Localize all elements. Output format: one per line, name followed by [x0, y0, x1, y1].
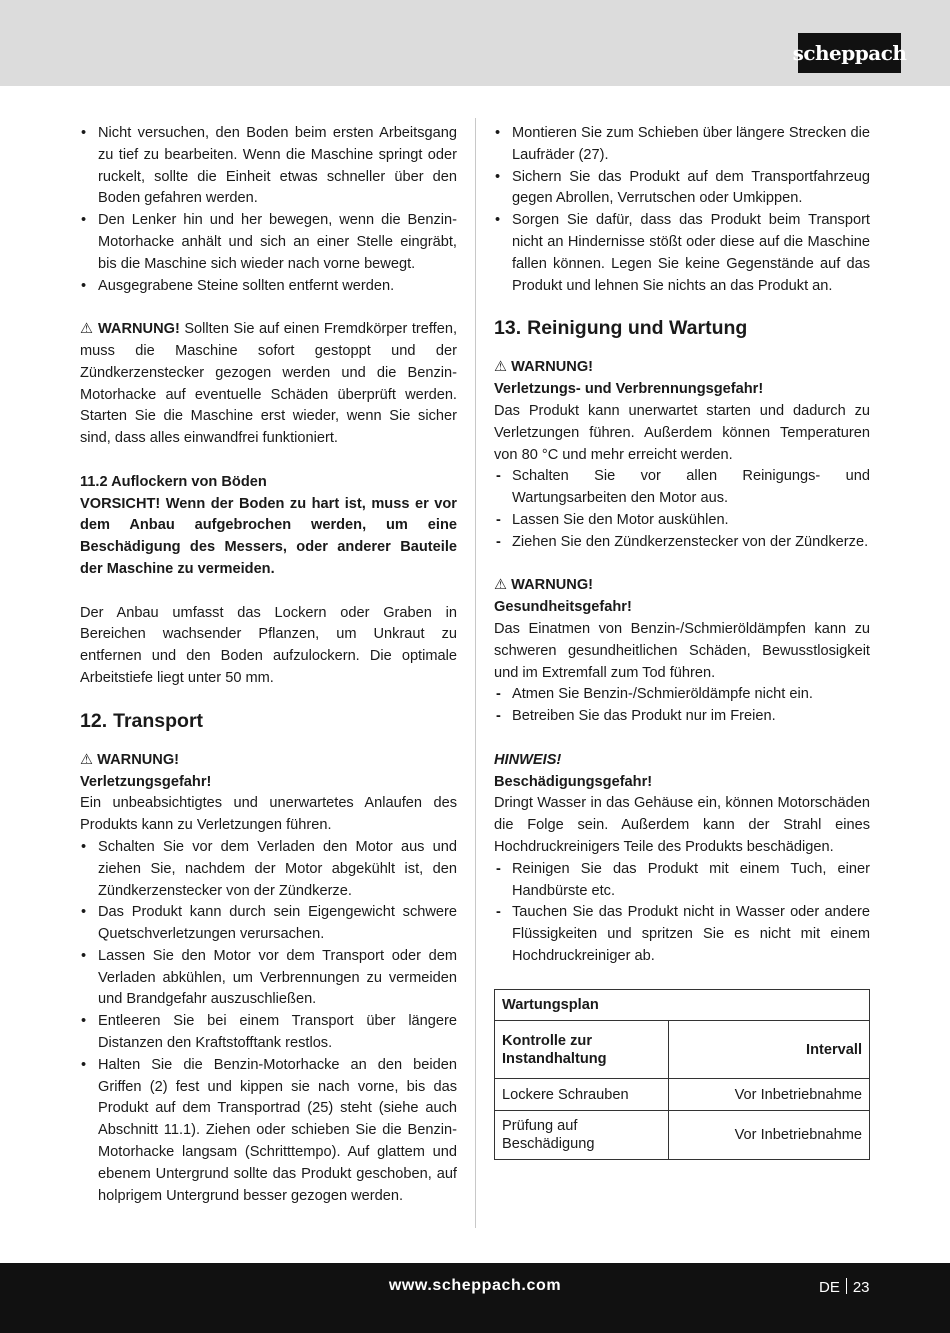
section-number: 12. [80, 709, 108, 732]
table-row [495, 1111, 870, 1160]
list-item: • Sichern Sie das Produkt auf dem Transportfahrzeug gegen Abrollen, Verrutschen oder Umkippen. [494, 167, 870, 211]
warning-text: Das Produkt kann unerwartet starten und dadurch zu Verletzungen führen. Außerdem können Temperaturen von 80 °C und mehr erreicht werden. [494, 402, 870, 463]
footer-bar [0, 1263, 950, 1333]
list-item: • Sorgen Sie dafür, dass das Produkt beim Transport nicht an Hindernisse stößt oder diese auf die Maschine fallen können. Legen Sie keine Gegenstände auf das Produkt und lehnen Sie nichts an das Produkt an. [494, 210, 870, 297]
section-heading [80, 708, 457, 734]
list-item: - Atmen Sie Benzin-/Schmieröldämpfe nicht ein. [494, 684, 870, 706]
warning-icon: ⚠ [494, 359, 508, 376]
list-item: - Betreiben Sie das Produkt nur im Freien. [494, 706, 870, 728]
table-cell-interval: Vor Inbetriebnahme [669, 1079, 870, 1111]
warning-icon: ⚠ [80, 751, 94, 768]
warning-heading [494, 357, 870, 379]
table-header-row [495, 1021, 870, 1079]
section-heading [494, 315, 870, 341]
warning-label: WARNUNG! [97, 751, 180, 768]
warning-heading [80, 750, 457, 772]
table-cell-item: Prüfung auf Beschädigung [495, 1111, 669, 1160]
bullet-list [494, 123, 870, 297]
warning-text: Das Einatmen von Benzin-/Schmieröldämpfen kann zu schweren gesundheitlichen Schäden, Bewusstlosigkeit und im Extremfall zum Tod führen. [494, 620, 870, 681]
page-indicator [819, 1278, 870, 1296]
notice-label: HINWEIS! [494, 751, 562, 768]
warning-label: WARNUNG! [511, 359, 594, 376]
list-item: - Ziehen Sie den Zündkerzenstecker von der Zündkerze. [494, 532, 870, 554]
warning-subtitle: Verletzungs- und Verbrennungsgefahr! [494, 381, 764, 398]
section-title: Reinigung und Wartung [527, 317, 748, 340]
list-item: • Entleeren Sie bei einem Transport über längere Distanzen den Kraftstofftank restlos. [80, 1011, 457, 1055]
bullet-list [80, 837, 457, 1208]
dash-list [494, 684, 870, 728]
list-item: - Lassen Sie den Motor auskühlen. [494, 510, 870, 532]
page-number: 23 [852, 1279, 870, 1296]
list-item: • Halten Sie die Benzin-Motorhacke an den beiden Griffen (2) fest und kippen sie nach vorne, bis das Produkt auf dem Transportrad (25) steht (siehe auch Abschnitt 11.1). Ziehen oder schieben Sie die Benzin-Motorhacke langsam (Schritttempo). Auf glattem und ebenem Untergrund sollte das Produkt geschoben, auf holprigem Untergrund besser gezogen werden. [80, 1055, 457, 1208]
list-item: - Reinigen Sie das Produkt mit einem Tuch, einer Handbürste etc. [494, 859, 870, 903]
table-title: Wartungsplan [495, 990, 870, 1021]
list-item: • Den Lenker hin und her bewegen, wenn die Benzin-Motorhacke anhält und sich an einer Stelle eingräbt, bis die Maschine sich wieder nach vorne bewegt. [80, 210, 457, 275]
brand-logo [792, 33, 907, 73]
section-number: 13. [494, 317, 522, 340]
warning-text: Ein unbeabsichtigtes und unerwartetes Anlaufen des Produkts kann zu Verletzungen führen. [80, 795, 457, 834]
dash-list [494, 466, 870, 553]
warning-label: WARNUNG! [97, 321, 180, 338]
warning-label: WARNUNG! [511, 577, 594, 594]
left-column [80, 123, 457, 1207]
table-header-interval: Intervall [669, 1021, 870, 1079]
brand-logo-text: scheppach [792, 41, 907, 65]
list-item: • Montieren Sie zum Schieben über längere Strecken die Laufräder (27). [494, 123, 870, 167]
bullet-list [80, 123, 457, 297]
table-header-item: Kontrolle zur Instandhaltung [495, 1021, 669, 1079]
notice-subtitle: Beschädigungsgefahr! [494, 773, 653, 790]
language-code: DE [819, 1279, 840, 1296]
warning-icon: ⚠ [494, 577, 508, 594]
list-item: • Lassen Sie den Motor vor dem Transport oder dem Verladen abkühlen, um Verbrennungen zu vermeiden und Brandgefahr auszuschließen. [80, 946, 457, 1011]
maintenance-table [494, 989, 870, 1160]
warning-text: Sollten Sie auf einen Fremdkörper treffen, muss die Maschine sofort gestoppt und der Zündkerzenstecker gezogen werden und die Benzin-Motorhacke auf eventuelle Schäden überprüft werden. Starten Sie die Maschine erst wieder, wenn Sie sicher sind, dass alles einwandfrei funktioniert. [80, 321, 458, 447]
notice-text: Dringt Wasser in das Gehäuse ein, können Motorschäden die Folge sein. Außerdem kann der Strahl eines Hochdruckreinigers Teile des Produkts beschädigen. [494, 795, 870, 855]
header-bar [0, 0, 950, 86]
list-item: - Tauchen Sie das Produkt nicht in Wasser oder andere Flüssigkeiten und spritzen Sie es nicht mit einem Hochdruckreiniger ab. [494, 902, 870, 967]
table-cell-interval: Vor Inbetriebnahme [669, 1111, 870, 1160]
table-title-row [495, 990, 870, 1021]
list-item: • Schalten Sie vor dem Verladen den Motor aus und ziehen Sie, nachdem der Motor abgekühlt ist, den Zündkerzenstecker von der Zündkerze. [80, 837, 457, 902]
warning-subtitle: Gesundheitsgefahr! [494, 599, 632, 616]
body-paragraph: Der Anbau umfasst das Lockern oder Graben in Bereichen wachsender Pflanzen, um Unkraut zu entfernen und den Boden aufzulockern. Die optimale Arbeitstiefe liegt unter 50 mm. [80, 604, 457, 686]
list-item: • Ausgegrabene Steine sollten entfernt werden. [80, 276, 457, 298]
subsection-title: 11.2 Auflockern von Böden [80, 473, 267, 490]
caution-text: VORSICHT! Wenn der Boden zu hart ist, muss er vor dem Anbau aufgebrochen werden, um eine Beschädigung des Messers, oder anderer Bauteile der Maschine zu vermeiden. [80, 495, 457, 577]
column-divider [475, 118, 476, 1228]
warning-paragraph [80, 319, 457, 450]
section-title: Transport [113, 709, 204, 732]
list-item: - Schalten Sie vor allen Reinigungs- und Wartungsarbeiten den Motor aus. [494, 466, 870, 510]
warning-heading [494, 575, 870, 597]
warning-subtitle: Verletzungsgefahr! [80, 773, 212, 790]
table-row [495, 1079, 870, 1111]
table-cell-item: Lockere Schrauben [495, 1079, 669, 1111]
list-item: • Nicht versuchen, den Boden beim ersten Arbeitsgang zu tief zu bearbeiten. Wenn die Maschine springt oder ruckelt, sollte die Einheit etwas schneller über den Boden gefahren werden. [80, 123, 457, 210]
warning-icon: ⚠ [80, 321, 94, 338]
right-column [494, 123, 870, 1160]
dash-list [494, 859, 870, 968]
list-item: • Das Produkt kann durch sein Eigengewicht schwere Quetschverletzungen verursachen. [80, 902, 457, 946]
website-link[interactable]: www.scheppach.com [388, 1277, 562, 1294]
